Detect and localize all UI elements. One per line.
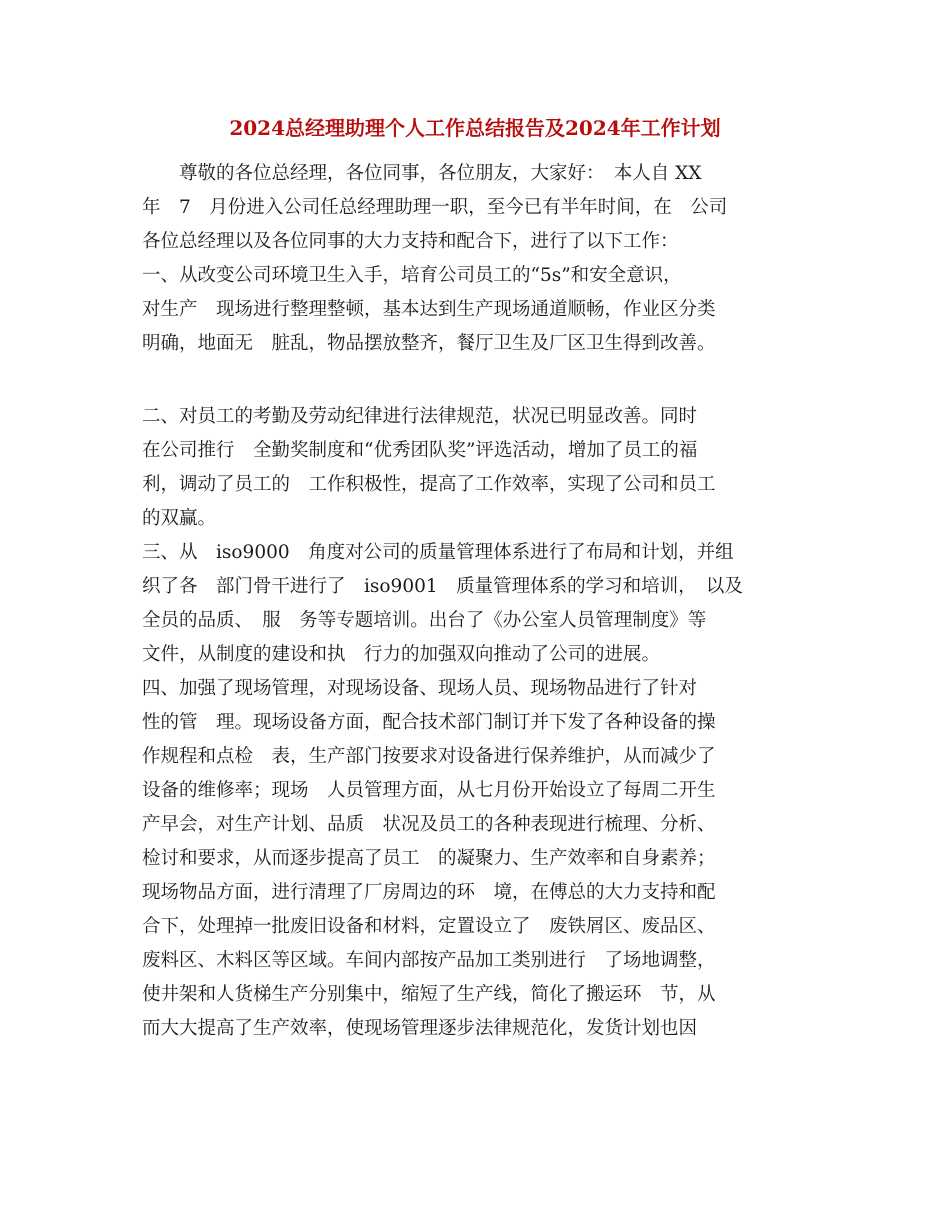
text-line: 的双赢。 <box>142 508 217 529</box>
text-line: 三、从 iso9000 角度对公司的质量管理体系进行了布局和计划，并组 <box>142 542 734 563</box>
text-line: 作规程和点检 表，生产部门按要求对设备进行保养维护，从而减少了 <box>142 746 716 767</box>
paragraph <box>142 672 812 1046</box>
text-line: 年 7 月份进入公司任总经理助理一职，至今已有半年时间，在 公司 <box>142 197 728 218</box>
text-line: 全员的品质、 服 务等专题培训。出台了《办公室人员管理制度》等 <box>142 610 707 631</box>
text-line: 利，调动了员工的 工作积极性，提高了工作效率，实现了公司和员工 <box>142 474 716 495</box>
text-line: 使井架和人货梯生产分别集中，缩短了生产线，简化了搬运环 节，从 <box>142 984 716 1005</box>
document-body <box>142 157 812 1046</box>
text-line: 而大大提高了生产效率，使现场管理逐步法律规范化，发货计划也因 <box>142 1018 698 1039</box>
paragraph <box>142 400 812 536</box>
text-line: 一、从改变公司环境卫生入手，培育公司员工的“5s”和安全意识， <box>142 265 682 286</box>
text-line: 尊敬的各位总经理，各位同事，各位朋友，大家好： 本人自 XX <box>142 163 702 184</box>
paragraph-gap <box>142 361 812 400</box>
paragraph <box>142 157 812 259</box>
text-line: 四、加强了现场管理，对现场设备、现场人员、现场物品进行了针对 <box>142 678 698 699</box>
text-line: 废料区、木料区等区域。车间内部按产品加工类别进行 了场地调整， <box>142 950 716 971</box>
text-line: 各位总经理以及各位同事的大力支持和配合下，进行了以下工作： <box>142 231 679 252</box>
text-line: 明确，地面无 脏乱，物品摆放整齐，餐厅卫生及厂区卫生得到改善。 <box>142 333 716 354</box>
text-line: 文件，从制度的建设和执 行力的加强双向推动了公司的进展。 <box>142 644 661 665</box>
text-line: 性的管 理。现场设备方面，配合技术部门制订并下发了各种设备的操 <box>142 712 716 733</box>
text-line: 产早会，对生产计划、品质 状况及员工的各种表现进行梳理、分析、 <box>142 814 716 835</box>
text-line: 现场物品方面，进行清理了厂房周边的环 境，在傅总的大力支持和配 <box>142 882 716 903</box>
text-line: 对生产 现场进行整理整顿，基本达到生产现场通道顺畅，作业区分类 <box>142 299 716 320</box>
document-title: 2024总经理助理个人工作总结报告及2024年工作计划 <box>229 116 721 140</box>
text-line: 设备的维修率；现场 人员管理方面，从七月份开始设立了每周二开生 <box>142 780 716 801</box>
text-line: 织了各 部门骨干进行了 iso9001 质量管理体系的学习和培训， 以及 <box>142 576 743 597</box>
text-line: 在公司推行 全勤奖制度和“优秀团队奖”评选活动，增加了员工的福 <box>142 440 698 461</box>
text-line: 二、对员工的考勤及劳动纪律进行法律规范，状况已明显改善。同时 <box>142 406 698 427</box>
text-line: 检讨和要求，从而逐步提高了员工 的凝聚力、生产效率和自身素养； <box>142 848 716 869</box>
paragraph <box>142 536 812 672</box>
paragraph <box>142 259 812 361</box>
text-line: 合下，处理掉一批废旧设备和材料，定置设立了 废铁屑区、废品区、 <box>142 916 716 937</box>
